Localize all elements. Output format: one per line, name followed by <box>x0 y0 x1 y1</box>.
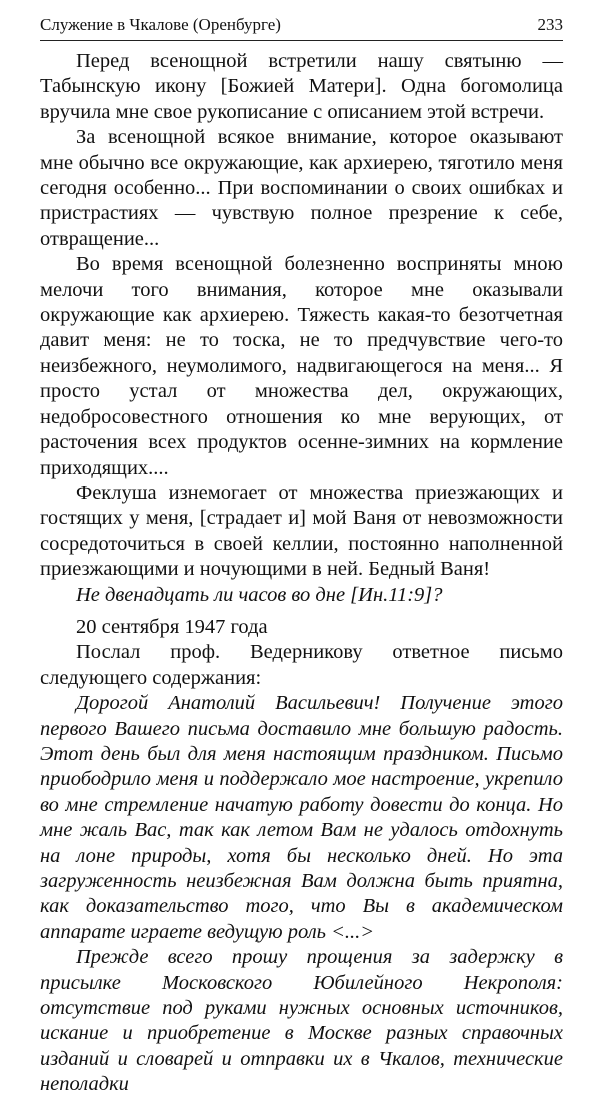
scripture-quote: Не двенадцать ли часов во дне [Ин.11:9]? <box>76 583 443 606</box>
paragraph-feklusha: Феклуша изнемогает от множества приезжающих и гостящих у меня, [страдает и] мой Ваня от невозможности сосредоточиться в своей келлии, постоянно наполненной приезжающими и ночующими в ней. Бедный Ваня! <box>40 481 563 581</box>
paragraph-vigil-heaviness: Во время всенощной болезненно восприняты мною мелочи того внимания, которое мне оказывали окружающие как архиерею. Тяжесть какая-то безотчетная давит меня: не то тоска, не то предчувствие чего-то неизбежного, неумолимого, надвигающегося на меня... Я просто устал от множества дел, окружающих, недобросовестного отношения ко мне верующих, от расточения всех продуктов осенне-зимних на кормление приходящих.... <box>40 253 563 479</box>
paragraph-letter-intro: Послал проф. Ведерникову ответное письмо следующего содержания: <box>40 641 563 689</box>
body-text <box>40 49 563 1098</box>
paragraph-icon-meeting: Перед всенощной встретили нашу святыню — Табынскую икону [Божией Матери]. Одна богомолица вручила мне свое рукописание с описанием этой встречи. <box>40 50 563 123</box>
letter-paragraph-greeting: Дорогой Анатолий Васильевич! Получение этого первого Вашего письма доставило мне большую радость. Этот день был для меня настоящим праздником. Письмо приободрило меня и поддержало мое настроение, укрепило во мне стремление начатую работу довести до конца. Но мне жаль Вас, так как летом Вам не удалось отдохнуть на лоне природы, хотя бы несколько дней. Но эта загруженность неизбежная Вам должна быть приятна, как доказательство того, что Вы в академическом аппарате играете ведущую роль <...> <box>40 692 563 943</box>
book-page <box>40 14 563 1098</box>
running-header <box>40 14 563 41</box>
paragraph-vigil-attention: За всенощной всякое внимание, которое оказывают мне обычно все окружающие, как архиерею, тяготило меня сегодня особенно... При воспоминании о своих ошибках и пристрастиях — чувствую полное презрение к себе, отвращение... <box>40 126 563 250</box>
diary-date: 20 сентября 1947 года <box>76 615 268 638</box>
running-title: Служение в Чкалове (Оренбурге) <box>40 15 281 34</box>
letter-paragraph-apology: Прежде всего прошу прощения за задержку в присылке Московского Юбилейного Некрополя: отсутствие под руками нужных основных источников, искание и приобретение в Москве разных справочных изданий и словарей и отправки их в Чкалов, технические неполадки <box>40 946 563 1096</box>
page-number: 233 <box>537 15 563 34</box>
